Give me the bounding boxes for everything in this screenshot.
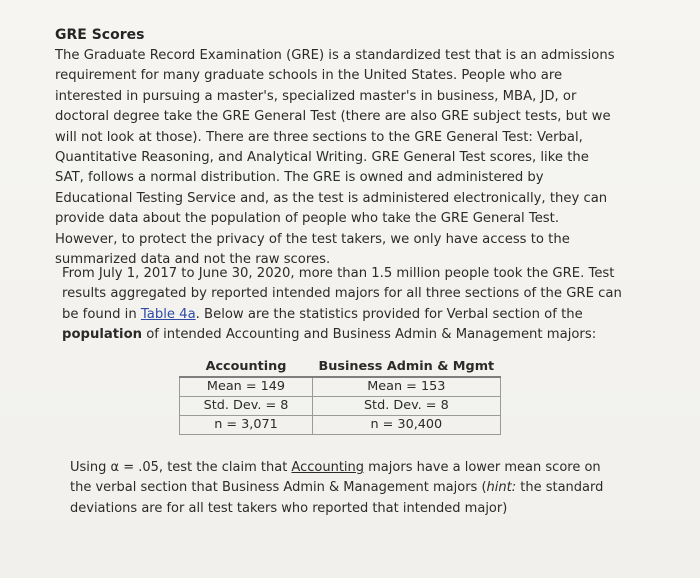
header-accounting: Accounting bbox=[180, 355, 313, 377]
business-mean: Mean = 153 bbox=[313, 377, 501, 397]
data-source-paragraph bbox=[62, 264, 622, 346]
data-source-text-3: of intended Accounting and Business Admin & Management majors: bbox=[142, 327, 597, 343]
page-title: GRE Scores bbox=[55, 27, 145, 43]
question-text-2: majors have a lower mean score on the verbal section that Business Admin & Management majors ( bbox=[70, 460, 601, 496]
question-text-1: Using α = .05, test the claim that bbox=[70, 460, 292, 475]
accounting-std-dev: Std. Dev. = 8 bbox=[180, 397, 313, 416]
accounting-mean: Mean = 149 bbox=[180, 377, 313, 397]
accounting-n: n = 3,071 bbox=[180, 416, 313, 435]
accounting-underlined: Accounting bbox=[291, 460, 365, 475]
table-row bbox=[180, 397, 501, 416]
business-n: n = 30,400 bbox=[313, 416, 501, 435]
question-paragraph bbox=[70, 458, 615, 519]
hint-label: hint: bbox=[486, 480, 517, 496]
table-row bbox=[180, 377, 501, 397]
business-std-dev: Std. Dev. = 8 bbox=[313, 397, 501, 416]
stats-table bbox=[179, 355, 501, 435]
table-4a-link[interactable]: Table 4a bbox=[140, 306, 196, 322]
table-header-row bbox=[180, 355, 501, 377]
data-source-text-1: From July 1, 2017 to June 30, 2020, more than 1.5 million people took the GRE. Test results aggregated by reported intended majors for all three sections of the GRE can be found in bbox=[62, 266, 622, 322]
header-business-admin: Business Admin & Mgmt bbox=[313, 355, 501, 377]
intro-paragraph: The Graduate Record Examination (GRE) is a standardized test that is an admissions requirement for many graduate schools in the United States. People who are interested in pursuing a master's, specialized master's in business, MBA, JD, or doctoral degree take the GRE General Test (there are also GRE subject tests, but we will not look at those). There are three sections to the GRE General Test: Verbal, Quantitative Reasoning, and Analytical Writing. GRE General Test scores, like the SAT, follows a normal distribution. The GRE is owned and administered by Educational Testing Service and, as the test is administered electronically, they can provide data about the population of people who take the GRE General Test. However, to protect the privacy of the test takers, we only have access to the summarized data and not the raw scores. bbox=[55, 48, 615, 268]
data-source-text-2: . Below are the statistics provided for Verbal section of the bbox=[195, 306, 583, 322]
table-row bbox=[180, 416, 501, 435]
question-text-3: the standard deviations are for all test takers who reported that intended major) bbox=[70, 480, 604, 516]
population-bold: population bbox=[62, 327, 143, 343]
